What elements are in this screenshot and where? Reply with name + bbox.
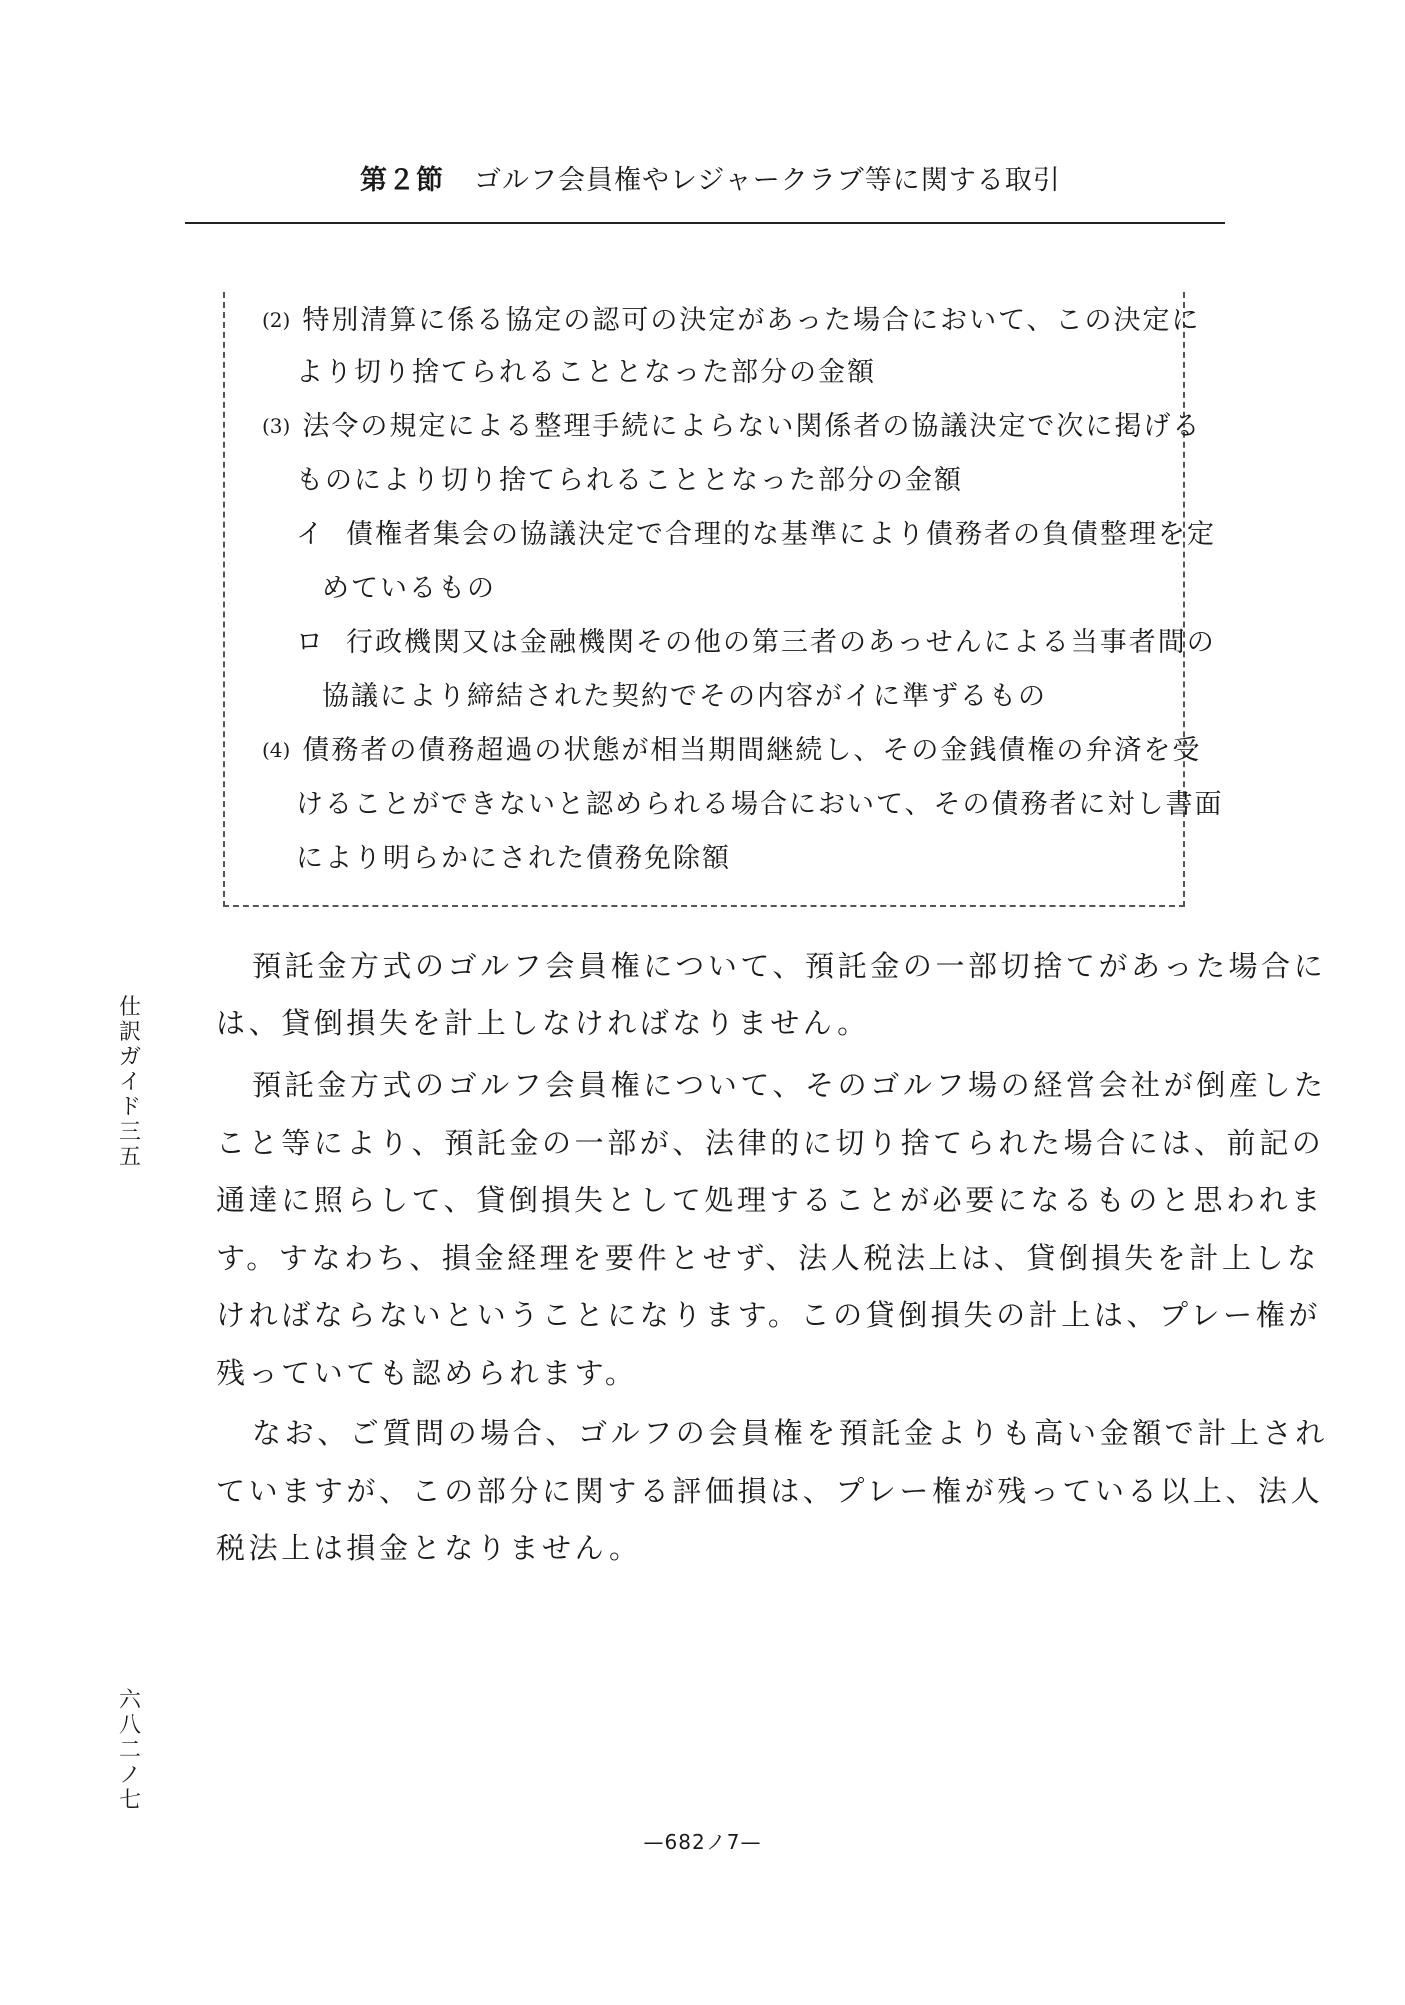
body-line: ていますが、この部分に関する評価損は、プレー権が残っている以上、法人 [216, 1474, 1324, 1508]
section-header [360, 158, 1061, 197]
side-guide-label: 仕訳ガイド三五 [118, 995, 141, 1170]
side-page-kanji: 六八二ノ七 [118, 1688, 141, 1813]
item-number: (3) [262, 414, 291, 438]
body-line: 預託金方式のゴルフ会員権について、そのゴルフ場の経営会社が倒産した [252, 1068, 1327, 1102]
page-number: —682ノ7— [643, 1830, 762, 1854]
notice-item-line: により明らかにされた債務免除額 [296, 843, 731, 874]
body-line: なお、ご質問の場合、ゴルフの会員権を預託金よりも高い金額で計上され [252, 1416, 1328, 1450]
header-divider [185, 222, 1225, 224]
notice-item-line: ロ 行政機関又は金融機関その他の第三者のあっせんによる当事者間の [296, 620, 1216, 659]
item-number: ロ [296, 627, 325, 658]
section-title: ゴルフ会員権やレジャークラブ等に関する取引 [474, 165, 1061, 196]
notice-item-line: より切り捨てられることとなった部分の金額 [296, 357, 876, 388]
body-line: す。すなわち、損金経理を要件とせず、法人税法上は、貸倒損失を計上しな [216, 1241, 1320, 1275]
notice-item-line: (2) 特別清算に係る協定の認可の決定があった場合において、この決定に [262, 305, 1201, 336]
body-line: 通達に照らして、貸倒損失として処理することが必要になるものと思われま [216, 1183, 1324, 1217]
notice-item-line: (4) 債務者の債務超過の状態が相当期間継続し、その金銭債権の弁済を受 [262, 735, 1202, 766]
body-line: こと等により、預託金の一部が、法律的に切り捨てられた場合には、前記の [216, 1126, 1325, 1160]
body-line: ければならないということになります。この貸倒損失の計上は、プレー権が [216, 1298, 1321, 1332]
notice-item-line: (3) 法令の規定による整理手続によらない関係者の協議決定で次に掲げる [262, 411, 1202, 442]
notice-item-line: ものにより切り捨てられることとなった部分の金額 [296, 465, 963, 496]
body-line: 税法上は損金となりません。 [216, 1531, 642, 1565]
item-number: イ [296, 519, 325, 550]
notice-item-line: 協議により締結された契約でその内容がイに準ずるもの [322, 681, 1047, 712]
item-number: (4) [262, 738, 291, 762]
notice-item-line: けることができないと認められる場合において、その債務者に対し書面 [296, 789, 1224, 820]
notice-item-line: めているもの [322, 573, 496, 604]
item-number: (2) [262, 308, 291, 332]
body-line: 残っていても認められます。 [216, 1356, 638, 1390]
notice-item-line: イ 債権者集会の協議決定で合理的な基準により債務者の負債整理を定 [296, 512, 1216, 551]
body-line: 預託金方式のゴルフ会員権について、預託金の一部切捨てがあった場合に [252, 949, 1327, 983]
body-line: は、貸倒損失を計上しなければなりません。 [216, 1006, 870, 1040]
section-number: 第２節 [360, 165, 444, 196]
